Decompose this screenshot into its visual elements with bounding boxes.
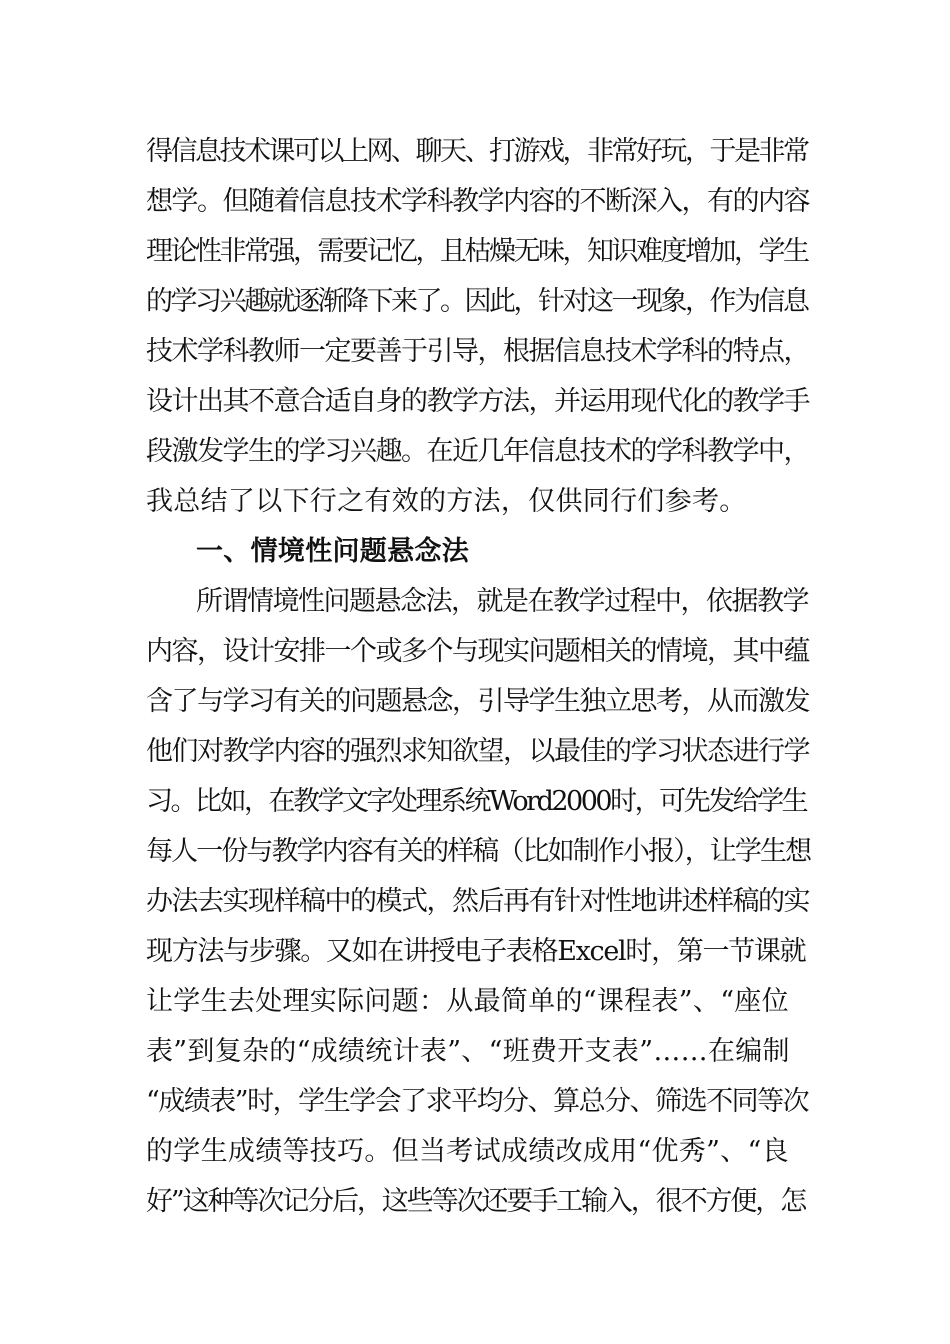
paragraph-line: 习。比如，在教学文字处理系统Word2000时，可先发给学生 — [146, 786, 807, 817]
paragraph-line: 现方法与步骤。又如在讲授电子表格Excel时，第一节课就 — [146, 936, 806, 967]
paragraph-line: 好”这种等次记分后，这些等次还要手工输入，很不方便，怎 — [146, 1186, 806, 1217]
section-heading: 一、情境性问题悬念法 — [196, 536, 469, 567]
paragraph-line: 设计出其不意合适自身的教学方法，并运用现代化的教学手 — [146, 386, 809, 417]
paragraph-line: “成绩表”时，学生学会了求平均分、算总分、筛选不同等次 — [146, 1086, 809, 1117]
paragraph-line: 理论性非常强，需要记忆，且枯燥无味，知识难度增加，学生 — [146, 236, 808, 267]
paragraph-line: 的学生成绩等技巧。但当考试成绩改成用“优秀”、“良 — [146, 1136, 789, 1167]
paragraph-line: 段激发学生的学习兴趣。在近几年信息技术的学科教学中， — [146, 436, 809, 467]
paragraph-line: 表”到复杂的“成绩统计表”、“班费开支表”……在编制 — [146, 1036, 790, 1067]
paragraph-line: 我总结了以下行之有效的方法，仅供同行们参考。 — [146, 486, 747, 517]
paragraph-line: 的学习兴趣就逐渐降下来了。因此，针对这一现象，作为信息 — [146, 286, 808, 317]
paragraph-line: 技术学科教师一定要善于引导，根据信息技术学科的特点， — [146, 336, 809, 367]
paragraph-line: 想学。但随着信息技术学科教学内容的不断深入，有的内容 — [146, 186, 809, 217]
paragraph-line: 让学生去处理实际问题：从最简单的“课程表”、“座位 — [146, 986, 789, 1017]
paragraph-line: 他们对教学内容的强烈求知欲望，以最佳的学习状态进行学 — [146, 736, 809, 767]
paragraph-line: 得信息技术课可以上网、聊天、打游戏，非常好玩，于是非常 — [146, 136, 808, 167]
paragraph-line: 每人一份与教学内容有关的样稿（比如制作小报），让学生想 — [146, 836, 811, 867]
paragraph-line: 内容，设计安排一个或多个与现实问题相关的情境，其中蕴 — [146, 636, 809, 667]
paragraph-line: 含了与学习有关的问题悬念，引导学生独立思考，从而激发 — [146, 686, 809, 717]
paragraph-line: 所谓情境性问题悬念法，就是在教学过程中，依据教学 — [196, 586, 808, 617]
paragraph-line: 办法去实现样稿中的模式，然后再有针对性地讲述样稿的实 — [146, 886, 809, 917]
